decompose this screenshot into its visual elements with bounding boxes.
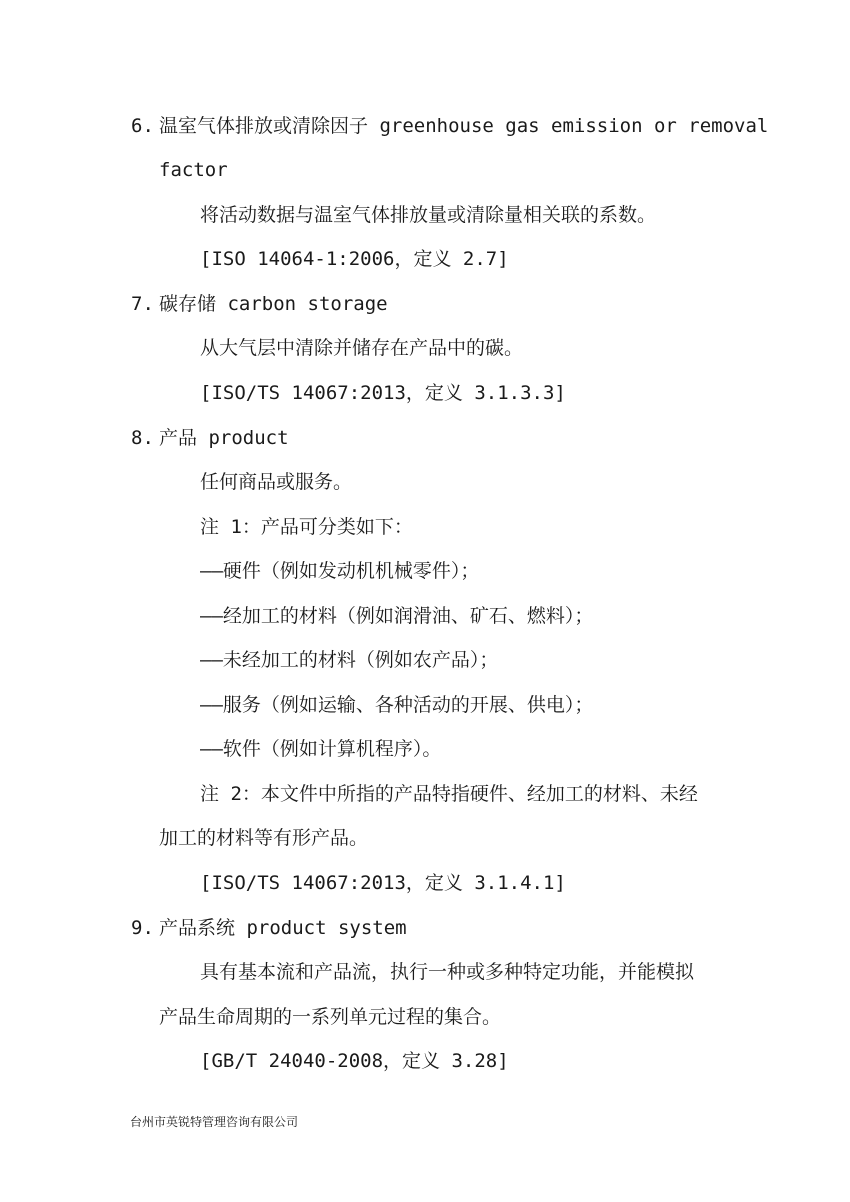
entry-definition-continuation: 产品生命周期的一系列单元过程的集合。 [159, 1006, 502, 1028]
entry-title: 产品系统 product system [159, 917, 407, 939]
entry-definition: 具有基本流和产品流，执行一种或多种特定功能，并能模拟 [200, 961, 695, 983]
entry-number: 8. [131, 427, 154, 449]
entry-title: 产品 product [159, 427, 289, 449]
entry-number: 7. [131, 293, 154, 315]
entry-title: 碳存储 carbon storage [159, 293, 388, 315]
entry-note: 注 1：产品可分类如下： [200, 516, 413, 538]
list-item: ——经加工的材料（例如润滑油、矿石、燃料）； [200, 605, 594, 627]
entry-title-continuation: factor [159, 159, 228, 181]
entry-definition: 从大气层中清除并储存在产品中的碳。 [200, 337, 524, 359]
list-item: ——硬件（例如发动机机械零件）； [200, 560, 480, 582]
list-item: ——软件（例如计算机程序）。 [200, 738, 442, 760]
list-item: ——未经加工的材料（例如农产品）； [200, 649, 499, 671]
entry-number: 9. [131, 917, 154, 939]
entry-reference: [ISO/TS 14067:2013，定义 3.1.4.1] [200, 872, 566, 894]
list-item: ——服务（例如运输、各种活动的开展、供电）； [200, 694, 594, 716]
footer-company-name: 台州市英锐特管理咨询有限公司 [130, 1115, 299, 1129]
entry-reference: [ISO 14064-1:2006，定义 2.7] [200, 248, 509, 270]
entry-reference: [ISO/TS 14067:2013，定义 3.1.3.3] [200, 382, 566, 404]
entry-definition: 将活动数据与温室气体排放量或清除量相关联的系数。 [200, 204, 657, 226]
entry-reference: [GB/T 24040-2008，定义 3.28] [200, 1050, 509, 1072]
entry-number: 6. [131, 115, 154, 137]
entry-title: 温室气体排放或清除因子 greenhouse gas emission or removal [159, 115, 769, 137]
entry-note: 注 2：本文件中所指的产品特指硬件、经加工的材料、未经 [200, 783, 698, 805]
entry-definition: 任何商品或服务。 [200, 471, 353, 493]
entry-note-continuation: 加工的材料等有形产品。 [159, 827, 369, 849]
